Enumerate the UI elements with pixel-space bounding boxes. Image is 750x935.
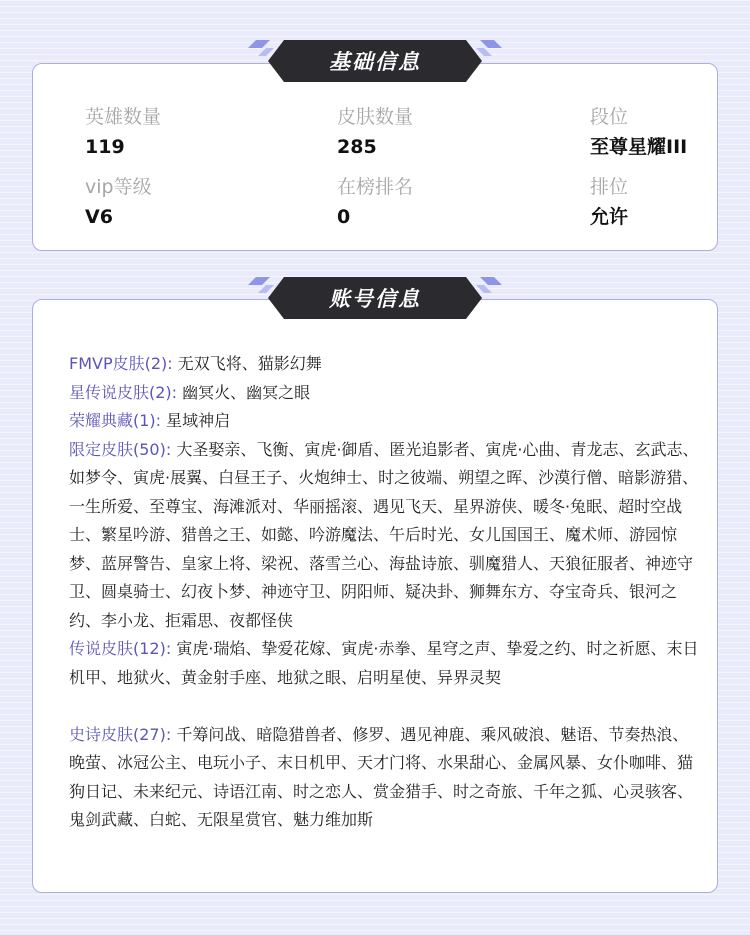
basic-info-grid	[33, 64, 717, 250]
skin-items: 寅虎·瑞焰、挚爱花嫁、寅虎·赤拳、星穹之声、挚爱之约、时之祈愿、末日机甲、地狱火、黄金射手座、地狱之眼、启明星使、异界灵契	[69, 639, 699, 687]
stat-hero-count	[85, 104, 161, 160]
account-info-card	[32, 299, 718, 893]
stat-label: 排位	[590, 176, 629, 198]
skin-items: 幽冥火、幽冥之眼	[182, 382, 311, 402]
basic-info-card	[32, 63, 718, 251]
stat-value: 允许	[590, 206, 629, 228]
stat-label: 段位	[590, 106, 629, 128]
section-title: 基础信息	[329, 50, 421, 74]
spacer	[69, 692, 699, 721]
skin-items: 千筹问战、暗隐猎兽者、修罗、遇见神鹿、乘风破浪、魅语、节奏热浪、晚萤、冰冠公主、电玩小子、末日机甲、天才门将、水果甜心、金属风暴、女仆咖啡、猫狗日记、未来纪元、诗语江南、时之恋人、赏金猎手、时之奇旅、千年之狐、心灵骇客、鬼剑武藏、白蛇、无限星赏官、魅力维加斯	[69, 724, 694, 829]
skin-category-label: 史诗皮肤(27):	[69, 724, 172, 744]
stat-label: 皮肤数量	[337, 106, 414, 128]
skin-row-epic	[69, 721, 699, 835]
skin-category-label: 限定皮肤(50):	[69, 439, 172, 459]
stat-value: V6	[85, 206, 113, 228]
stat-vip-level	[85, 174, 152, 230]
stat-label: vip等级	[85, 176, 152, 198]
skin-items: 大圣娶亲、飞衡、寅虎·御盾、匿光追影者、寅虎·心曲、青龙志、玄武志、如梦令、寅虎·展翼、白昼王子、火炮绅士、时之彼端、朔望之晖、沙漠行僧、暗影游猎、一生所爱、至尊宝、海滩派对、华丽摇滚、遇见飞天、星界游侠、暖冬·兔眠、超时空战士、繁星吟游、猎兽之王、如懿、吟游魔法、午后时光、女儿国国王、魔术师、游园惊梦、蓝屏警告、皇家上将、梁祝、落雪兰心、海盐诗旅、驯魔猎人、天狼征服者、神迹守卫、圆桌骑士、幻夜卜梦、神迹守卫、阴阳师、疑决卦、狮舞东方、夺宝奇兵、银河之约、李小龙、拒霜思、夜都怪侠	[69, 439, 699, 630]
skin-list	[69, 350, 699, 835]
basic-info-header	[248, 38, 502, 84]
section-title: 账号信息	[329, 287, 421, 311]
skin-items: 星域神启	[166, 411, 231, 430]
stat-ranked-allowed	[590, 174, 628, 230]
skin-row-limited	[69, 436, 699, 636]
stat-label: 在榜排名	[337, 176, 414, 198]
stat-leaderboard-rank	[337, 174, 413, 230]
skin-row-fmvp	[69, 350, 699, 379]
skin-category-label: 星传说皮肤(2):	[69, 382, 178, 402]
stat-value: 0	[337, 206, 351, 228]
skin-category-label: 荣耀典藏(1):	[69, 411, 162, 430]
skin-category-label: FMVP皮肤(2):	[69, 354, 173, 373]
stat-value: 285	[337, 136, 377, 158]
skin-row-star-legend	[69, 379, 699, 408]
skin-row-glory-collection	[69, 407, 699, 436]
skin-items: 无双飞将、猫影幻舞	[177, 354, 322, 373]
stat-label: 英雄数量	[85, 106, 162, 128]
stat-value: 至尊星耀III	[590, 136, 688, 158]
skin-row-legend	[69, 635, 699, 692]
skin-category-label: 传说皮肤(12):	[69, 639, 172, 658]
account-info-header	[248, 275, 502, 321]
stat-skin-count	[337, 104, 413, 160]
stat-value: 119	[85, 136, 125, 158]
stat-rank-tier	[590, 104, 687, 160]
